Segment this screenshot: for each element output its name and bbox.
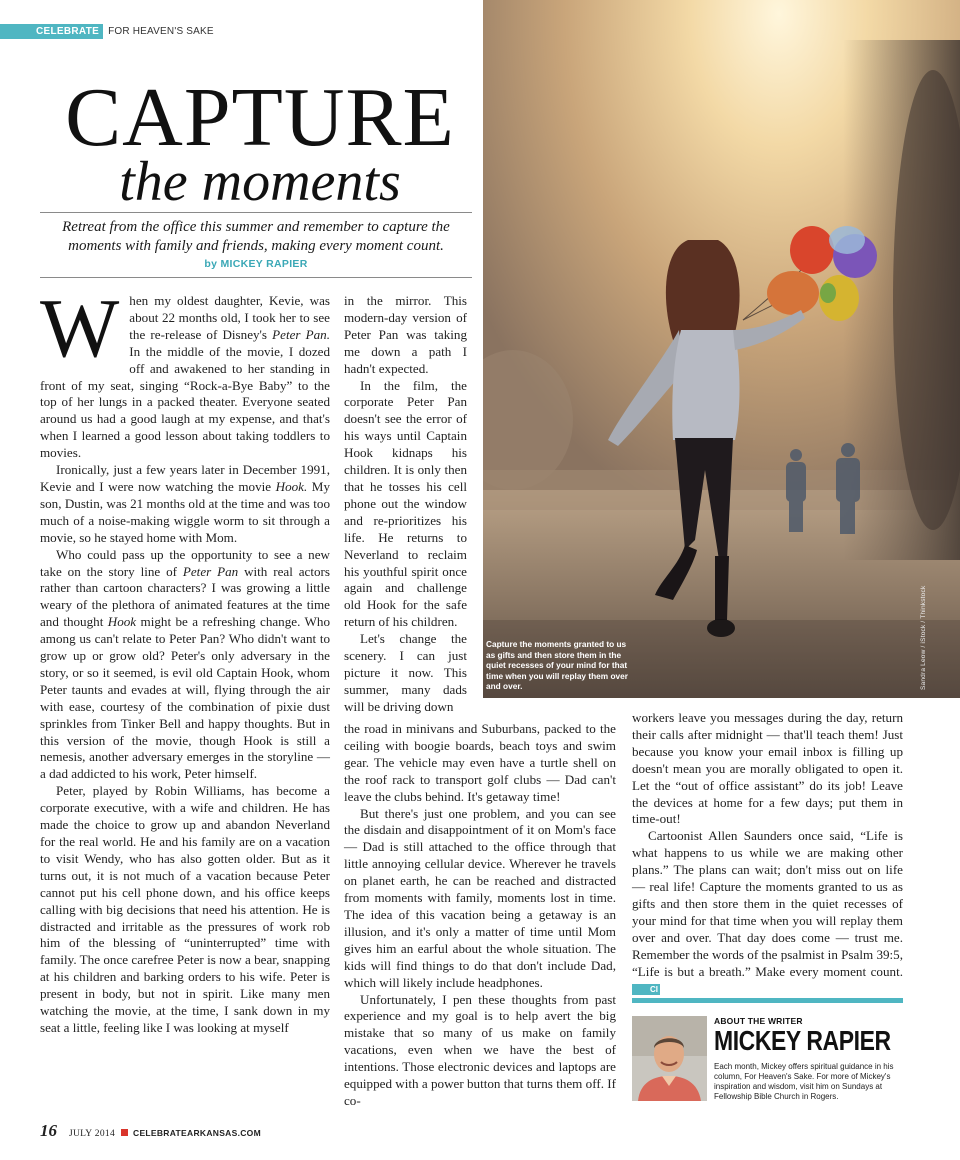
paragraph: In the film, the corporate Peter Pan doesn't see the error of his ways until Captain Hook kidnaps his children. It is only then that he tosses his cell phone out the window and re-prioritizes his life. He returns to Neverland to reclaim his youthful spirit once again and challenge old Hook for the safe return of his children. xyxy=(344,377,467,630)
text-run: My son, Dustin, was 21 months old at the time and was too much of a noise-making wiggle worm to sit through a movie, so he stayed home with Mom. xyxy=(40,478,330,545)
paragraph xyxy=(632,828,903,997)
text-run: Who could pass up the opportunity to see a new take on the story line of xyxy=(40,546,330,579)
photo-credit: Sandra Leow / iStock / Thinkstock xyxy=(920,585,927,690)
page-number: 16 xyxy=(40,1121,57,1140)
movie-title: Peter Pan xyxy=(182,563,239,579)
author-photo xyxy=(632,1016,707,1101)
about-heading: ABOUT THE WRITER xyxy=(714,1016,803,1026)
paragraph: workers leave you messages during the day, return their calls after midnight — that'll teach them! Just because you know your email inbox is filling up doesn't mean you are morally obligated to open it. Let the “out of office assistant” do its job! Leave the devices at home for a few days; put them in time-out! xyxy=(632,710,903,827)
section-subtitle: FOR HEAVEN'S SAKE xyxy=(108,26,214,37)
article-headline xyxy=(40,71,480,213)
headline-main: CAPTURE xyxy=(65,71,455,164)
magazine-website: CELEBRATEARKANSAS.COM xyxy=(133,1128,261,1138)
paragraph: Peter, played by Robin Williams, has become a corporate executive, with a wife and children. He has made the choice to grow up and abandon Neverland for the real world. He and his family are on a vacation to visit Wendy, who has also gotten older. But as it turns out, it is not much of a vacation because Peter cannot put his cell phone down, and his office keeps calling with big decisions that need his attention. He is distracted and irritable as the pressures of work rob him of the blessing of “uninterrupted” time with family. The once carefree Peter is now a bear, snapping at his children and barking orders to his wife. Peter is present in body, but not in spirit. Like many men watching the movie, at the time, I sank down in my seat a little, feeling like I was looking at myself xyxy=(40,783,330,1035)
paragraph: But there's just one problem, and you can see the disdain and disappointment of it on Mom's face — Dad is still attached to the office through that little annoying cellular device. Wherever he travels on planet earth, he can be reached and distracted from moments with family, moments lost in time. The idea of this vacation being a getaway is an illusion, and it's only a matter of time until Mom gives him an earful about the whole situation. The kids will find things to do that don't include Dad, which will likely include headphones. xyxy=(344,805,616,990)
hero-photo xyxy=(483,0,960,698)
article-column-1 xyxy=(40,282,331,1037)
drop-cap: W xyxy=(40,282,120,375)
article-deck: Retreat from the office this summer and remember to capture the moments with family and friends, making every moment count. xyxy=(62,219,450,254)
headline-rule-top xyxy=(40,212,472,213)
page-footer xyxy=(40,1121,261,1141)
text-run: Ironically, just a few years later in December 1991, Kevie and I were now watching the movie xyxy=(40,462,330,494)
author-bio: Each month, Mickey offers spiritual guidance in his column, For Heaven's Sake. For more of Mickey's inspiration and wisdom, visit him on Sundays at Fellowship Bible Church in Rogers. xyxy=(714,1062,894,1101)
text-run: with real actors rather than cartoon characters? I was growing a little weary of the plethora of animated features at the time and thought xyxy=(40,563,330,630)
author-portrait-image xyxy=(632,1016,707,1101)
text-run: might be a refreshing change. Who among us can't relate to Peter Pan? Who didn't want to grow up or grow old? Peter's only adversary in the story, or so it seemed, is evil old Captain Hook, whom Peter taunts and evades at will, flying through the air with ease, courtesy of the combination of pixie dust sprinkles from Tinker Bell and happy thoughts. But in this version of the movie, though Hook is still a nemesis, another adversary emerges in the storyline — a dad addicted to his work, Peter himself. xyxy=(40,614,330,782)
movie-title: Hook. xyxy=(275,478,308,494)
author-info xyxy=(714,1016,904,1102)
movie-title: Hook xyxy=(107,614,137,630)
article-column-2-lower xyxy=(344,721,616,1110)
paragraph: Let's change the scenery. I can just picture it now. This summer, many dads will be driving down xyxy=(344,631,467,714)
movie-title: Peter Pan. xyxy=(272,326,331,342)
paragraph xyxy=(40,547,330,784)
issue-date: JULY 2014 xyxy=(69,1129,115,1139)
section-tag xyxy=(0,24,214,39)
text-run: hen my oldest daughter, Kevie, was about 22 months old, I took her to see the re-release of Disney's xyxy=(129,293,330,342)
paragraph: Unfortunately, I pen these thoughts from past experience and my goal is to help avert the big mistake that so many of us make on family vacations, even when we have the best of intentions. Those electronic devices and laptops are equipped with a power button that turns them off. If co- xyxy=(344,991,616,1108)
footer-square-icon xyxy=(121,1129,128,1136)
paragraph: in the mirror. This modern-day version of Peter Pan was taking me down a path I hadn't expected. xyxy=(344,293,467,376)
paragraph: the road in minivans and Suburbans, packed to the ceiling with boogie boards, beach toys and swim gear. The vehicle may even have a turtle shell on the roof rack to transport golf clubs — Dad can't leave the clubs behind. It's getaway time! xyxy=(344,721,616,804)
article-column-2-upper xyxy=(344,293,467,716)
photo-caption: Capture the moments granted to us as gifts and then store them in the quiet recesses of your mind for that time when you will replay them over and over. xyxy=(486,639,629,691)
headline-sub: the moments xyxy=(119,151,401,213)
text-run: In the middle of the movie, I dozed off and awakened to her standing in front of my seat, singing “Rock-a-Bye Baby” to the top of her lungs in a packed theater. Everyone seated around us had a good laugh at my expense, and that's when I learned a good lesson about taking toddlers to movies. xyxy=(40,343,330,461)
article-byline: by MICKEY RAPIER xyxy=(204,258,308,270)
girl-with-balloons-image xyxy=(483,0,960,698)
article-column-3 xyxy=(632,710,903,997)
text-run: Cartoonist Allen Saunders once said, “Life is what happens to us while we are making other plans.” The plans can wait; don't miss out on life — real life! Capture the moments granted to us as gifts and then store them in the quiet recesses of your mind for that time when you will replay them over and over. That day does come — trust me. Remember the words of the psalmist in Psalm 39:5, “Life is but a breath.” Make every moment count. xyxy=(632,828,903,979)
headline-rule-bottom xyxy=(40,277,472,278)
author-name: MICKEY RAPIER xyxy=(714,1025,891,1056)
paragraph xyxy=(40,462,330,547)
about-the-writer xyxy=(632,998,903,1101)
paragraph xyxy=(40,282,331,462)
section-label: CELEBRATE xyxy=(0,24,103,39)
end-mark-icon: CI xyxy=(632,984,660,995)
